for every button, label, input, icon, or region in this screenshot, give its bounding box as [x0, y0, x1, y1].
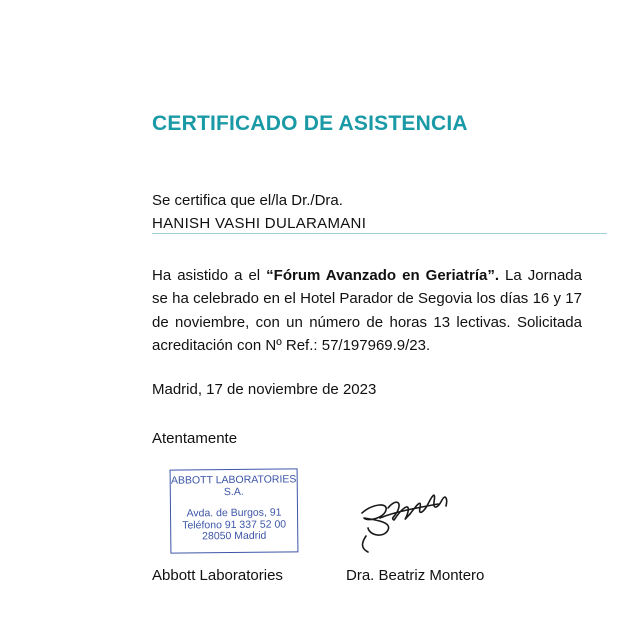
certificate-title: CERTIFICADO DE ASISTENCIA: [152, 112, 468, 135]
body-text-before: Ha asistido a el: [152, 267, 267, 284]
recipient-name: HANISH VASHI DULARAMANI: [152, 215, 367, 232]
closing-text: Atentamente: [152, 430, 238, 447]
stamp-line-address: Avda. de Burgos, 91: [186, 506, 282, 520]
name-underline: [152, 233, 607, 234]
signature-stroke: [362, 495, 447, 552]
attendance-paragraph: [152, 264, 582, 358]
signatory-company: Abbott Laboratories: [152, 567, 283, 584]
stamp-line-phone: Teléfono 91 337 52 00: [182, 518, 287, 532]
stamp-line-sa: S.A.: [223, 485, 244, 498]
signatory-doctor: Dra. Beatriz Montero: [346, 567, 485, 584]
certification-intro: Se certifica que el/la Dr./Dra.: [152, 192, 343, 209]
stamp-line-company: ABBOTT LABORATORIES: [170, 473, 297, 487]
handwritten-signature: [350, 478, 462, 558]
stamp-line-city: 28050 Madrid: [202, 530, 267, 543]
company-stamp: [170, 468, 299, 553]
body-text-after: La Jornada se ha celebrado en el Hotel Parador de Segovia los días 16 y 17 de noviembre, con un número de horas 13 lectivas. Solicitada acreditación con Nº Ref.: 57/197969.9/23.: [152, 267, 582, 355]
event-name: “Fórum Avanzado en Geriatría”.: [266, 267, 500, 284]
place-date: Madrid, 17 de noviembre de 2023: [152, 381, 377, 398]
